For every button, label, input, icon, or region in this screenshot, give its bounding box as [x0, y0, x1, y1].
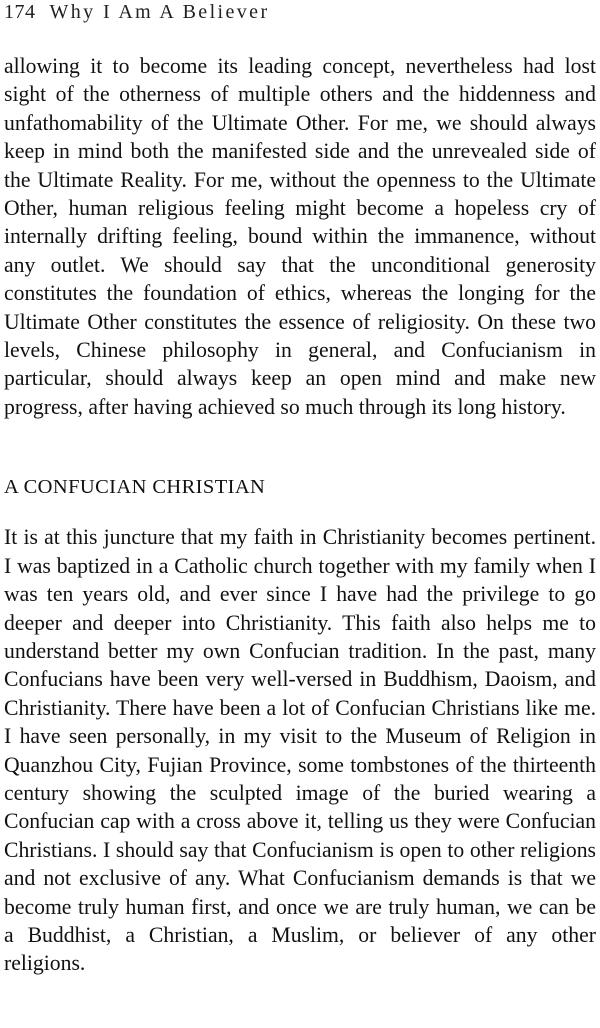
- running-title: Why I Am A Believer: [49, 1, 270, 23]
- running-head: [4, 0, 596, 30]
- section-paragraph: It is at this juncture that my faith in Christianity becomes pertinent. I was baptized in a Catholic church together with my family when I was ten years old, and ever since I have had the privilege to go deeper and deeper into Christianity. This faith also helps me to understand better my own Confucian tradition. In the past, many Confucians have been very well-versed in Buddhism, Daoism, and Christianity. There have been a lot of Confucian Christians like me. I have seen personally, in my visit to the Museum of Religion in Quanzhou City, Fujian Province, some tombstones of the thirteenth century showing the sculpted image of the buried wearing a Confucian cap with a cross above it, telling us they were Confucian Christians. I should say that Confucianism is open to other religions and not exclusive of any. What Confucianism demands is that we become truly human first, and once we are truly human, we can be a Buddhist, a Christian, a Muslim, or believer of any other religions.: [4, 525, 596, 976]
- page-number: 174: [4, 1, 36, 23]
- page-body: [4, 52, 596, 978]
- continued-paragraph: allowing it to become its leading concept, nevertheless had lost sight of the otherness of multiple others and the hiddenness and unfathomability of the Ultimate Other. For me, we should always keep in mind both the manifested side and the unrevealed side of the Ultimate Reality. For me, without the openness to the Ultimate Other, human religious feeling might become a hopeless cry of internally drifting feeling, bound within the immanence, without any outlet. We should say that the unconditional generosity constitutes the foundation of ethics, whereas the longing for the Ultimate Other constitutes the essence of religiosity. On these two levels, Chinese philosophy in general, and Confucianism in particular, should always keep an open mind and make new progress, after having achieved so much through its long history.: [4, 54, 596, 419]
- section-heading: A CONFUCIAN CHRISTIAN: [4, 476, 266, 499]
